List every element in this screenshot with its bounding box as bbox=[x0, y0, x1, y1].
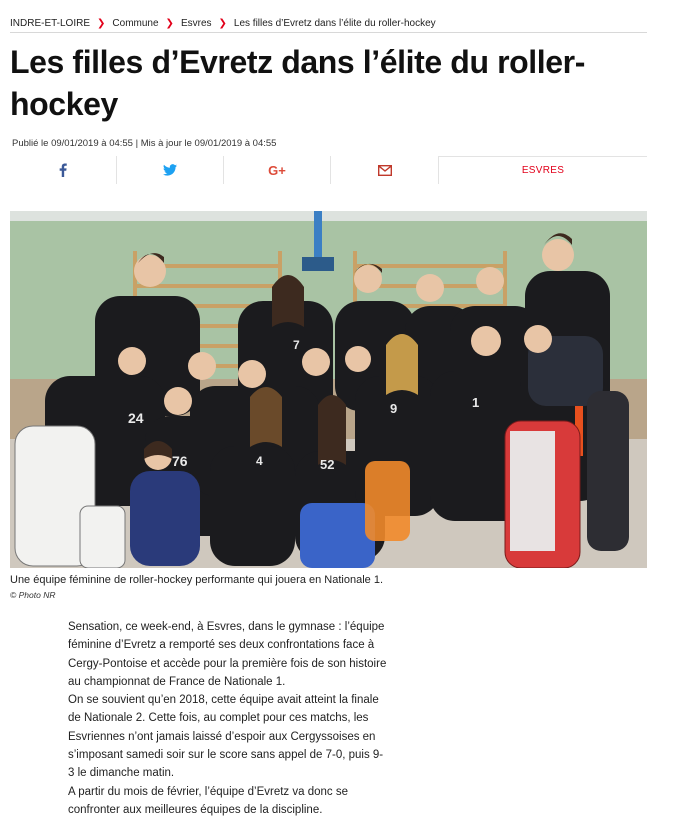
google-plus-icon: G+ bbox=[268, 162, 286, 178]
email-icon bbox=[378, 165, 392, 176]
facebook-icon bbox=[58, 163, 68, 177]
breadcrumb bbox=[10, 14, 647, 33]
chevron-right-icon: ❯ bbox=[218, 17, 227, 29]
jersey-number: 52 bbox=[320, 457, 335, 472]
twitter-icon bbox=[163, 164, 177, 176]
jersey-number: 9 bbox=[390, 401, 398, 416]
jersey-number: 4 bbox=[256, 454, 263, 468]
chevron-right-icon: ❯ bbox=[97, 17, 106, 29]
jersey-number: 76 bbox=[172, 453, 188, 469]
tag-esvres-link[interactable]: ESVRES bbox=[438, 156, 647, 184]
share-bar bbox=[10, 156, 647, 184]
jersey-number: 7 bbox=[293, 338, 300, 352]
share-email-button[interactable] bbox=[331, 156, 438, 184]
article-paragraph: A partir du mois de février, l’équipe d’Evretz va donc se confronter aux meilleures équipes de la discipline. bbox=[68, 785, 348, 816]
breadcrumb-indre-et-loire[interactable]: INDRE-ET-LOIRE bbox=[10, 17, 91, 29]
share-twitter-button[interactable] bbox=[117, 156, 224, 184]
article-body bbox=[68, 618, 388, 819]
team-photo bbox=[10, 211, 647, 568]
breadcrumb-commune[interactable]: Commune bbox=[112, 17, 159, 29]
photo-caption: Une équipe féminine de roller-hockey performante qui jouera en Nationale 1. bbox=[10, 574, 384, 586]
jersey-number: 24 bbox=[128, 410, 144, 426]
chevron-right-icon: ❯ bbox=[165, 17, 174, 29]
article-paragraph: Sensation, ce week-end, à Esvres, dans le gymnase : l’équipe féminine d’Evretz a remporté ses deux confrontations face à Cergy-Pontoise et accède pour la première fois de son histoire au championnat de France de Nationale 1. bbox=[68, 621, 387, 688]
team-photo-image bbox=[10, 211, 647, 568]
page-title: Les filles d’Evretz dans l’élite du roller-hockey bbox=[10, 44, 585, 122]
share-facebook-button[interactable] bbox=[10, 156, 117, 184]
breadcrumb-current: Les filles d’Evretz dans l’élite du roller-hockey bbox=[233, 17, 436, 29]
publication-date: Publié le 09/01/2019 à 04:55 | Mis à jour le 09/01/2019 à 04:55 bbox=[12, 138, 277, 149]
article-paragraph: On se souvient qu’en 2018, cette équipe avait atteint la finale de Nationale 2. Cette fois, au complet pour ces matchs, les Esvriennes n’ont jamais laissé d’espoir aux Cergyssoises en s’imposant samedi soir sur le score sans appel de 7-0, puis 9-3 le dimanche matin. bbox=[68, 694, 384, 780]
share-google-plus-button[interactable] bbox=[224, 156, 331, 184]
photo-credit: © Photo NR bbox=[10, 590, 56, 600]
jersey-number: 1 bbox=[472, 395, 480, 410]
breadcrumb-esvres[interactable]: Esvres bbox=[180, 17, 212, 29]
